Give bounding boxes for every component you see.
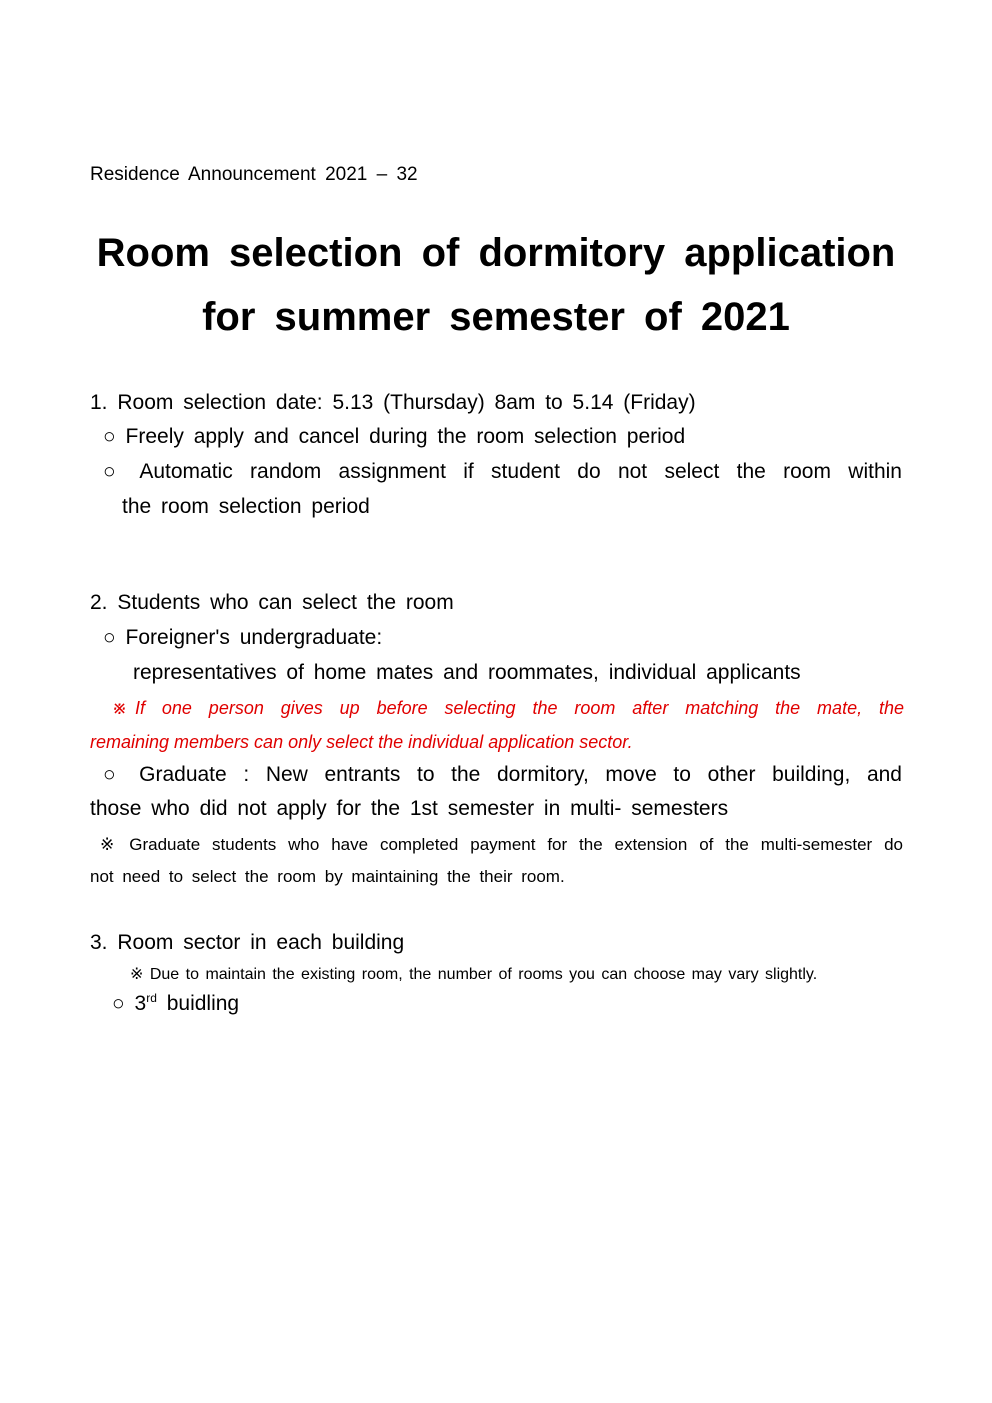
- section1-item: ○ Automatic random assignment if student do not select the room within: [103, 460, 902, 483]
- page-title-line1: Room selection of dormitory application: [96, 231, 896, 275]
- section3-note: ※ Due to maintain the existing room, the number of rooms you can choose may vary slightly.: [130, 966, 818, 983]
- undergrad-detail: representatives of home mates and roommates, individual applicants: [133, 661, 801, 684]
- announcement-number: Residence Announcement 2021 – 32: [90, 164, 418, 185]
- section1-item-continued: the room selection period: [122, 495, 370, 518]
- graduate-note: ※ Graduate students who have completed payment for the extension of the multi-semester do: [100, 835, 903, 854]
- section3-heading: 3. Room sector in each building: [90, 931, 405, 954]
- graduate-item-continued: those who did not apply for the 1st semester in multi- semesters: [90, 797, 729, 820]
- page-title-line2: for summer semester of 2021: [202, 295, 790, 339]
- graduate-note-continued: not need to select the room by maintaining the their room.: [90, 867, 565, 886]
- building-item-prefix: ○ 3: [112, 992, 147, 1015]
- section1-heading: 1. Room selection date: 5.13 (Thursday) 8am to 5.14 (Friday): [90, 391, 696, 414]
- graduate-item: ○ Graduate : New entrants to the dormitory, move to other building, and: [103, 763, 902, 786]
- warning-note-continued: remaining members can only select the individual application sector.: [90, 732, 633, 752]
- building-item-label: buidling: [156, 992, 240, 1015]
- building-item: [112, 989, 239, 1019]
- undergrad-label: ○ Foreigner's undergraduate:: [103, 626, 383, 649]
- section2-heading: 2. Students who can select the room: [90, 591, 454, 614]
- section1-item: ○ Freely apply and cancel during the room selection period: [103, 425, 686, 448]
- building-item-ordinal: rd: [146, 991, 157, 1005]
- warning-note: ※If one person gives up before selecting the room after matching the mate, the: [112, 698, 904, 718]
